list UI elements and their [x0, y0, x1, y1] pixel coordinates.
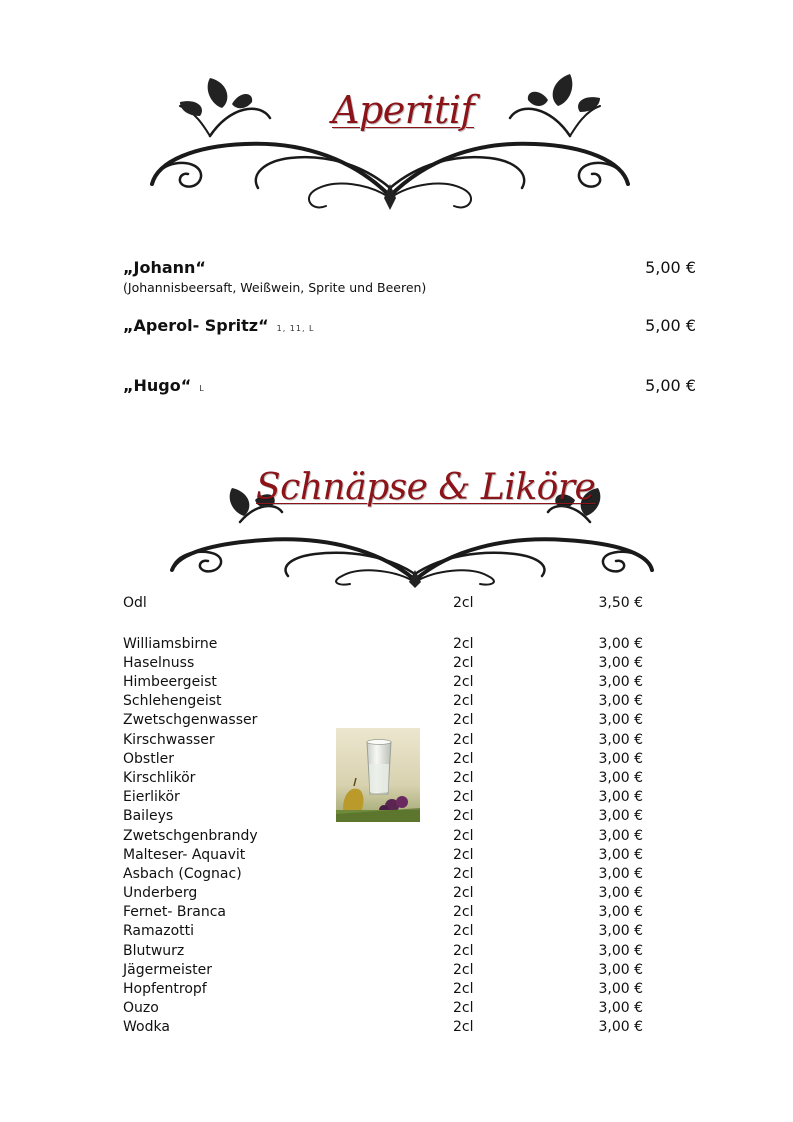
table-row: [123, 1018, 643, 1037]
drink-price: 3,00 €: [598, 655, 643, 671]
drink-name: Wodka: [123, 1019, 170, 1035]
drink-price: 3,00 €: [598, 732, 643, 748]
drink-name: Hopfentropf: [123, 981, 207, 997]
drink-name: Malteser- Aquavit: [123, 847, 246, 863]
drink-price: 3,00 €: [598, 1019, 643, 1035]
schnaps-title: Schnäpse & Liköre: [256, 467, 596, 508]
table-row: [123, 594, 643, 613]
drink-volume: 2cl: [453, 808, 474, 824]
drink-name: Kirschwasser: [123, 732, 215, 748]
table-row: [123, 980, 643, 999]
drink-price: 5,00 €: [645, 316, 696, 335]
drink-name: Odl: [123, 595, 147, 611]
table-row: [123, 884, 643, 903]
drink-price: 3,00 €: [598, 923, 643, 939]
drink-price: 3,00 €: [598, 751, 643, 767]
drink-item: [123, 258, 696, 295]
drink-price: 3,00 €: [598, 636, 643, 652]
drink-name: „Aperol- Spritz“: [123, 316, 269, 335]
table-row: [123, 903, 643, 922]
drink-price: 3,00 €: [598, 808, 643, 824]
drink-volume: 2cl: [453, 732, 474, 748]
drink-volume: 2cl: [453, 943, 474, 959]
allergen-codes: L: [199, 384, 205, 393]
drink-price: 3,00 €: [598, 1000, 643, 1016]
drink-price: 3,00 €: [598, 770, 643, 786]
drink-volume: 2cl: [453, 847, 474, 863]
drink-price: 3,00 €: [598, 789, 643, 805]
drink-volume: 2cl: [453, 904, 474, 920]
drink-volume: 2cl: [453, 885, 474, 901]
drink-price: 3,50 €: [598, 595, 643, 611]
drink-volume: 2cl: [453, 962, 474, 978]
table-row: [123, 635, 643, 654]
drink-price: 3,00 €: [598, 904, 643, 920]
drink-volume: 2cl: [453, 674, 474, 690]
drink-price: 3,00 €: [598, 885, 643, 901]
allergen-codes: 1, 11, L: [276, 324, 315, 333]
drink-name: Ramazotti: [123, 923, 194, 939]
drink-name: Asbach (Cognac): [123, 866, 242, 882]
drink-name: Zwetschgenwasser: [123, 712, 258, 728]
drink-item: [123, 376, 696, 395]
drink-price: 3,00 €: [598, 943, 643, 959]
drink-name: Kirschlikör: [123, 770, 196, 786]
drink-volume: 2cl: [453, 828, 474, 844]
drink-price: 3,00 €: [598, 712, 643, 728]
drink-volume: 2cl: [453, 712, 474, 728]
table-row: [123, 999, 643, 1018]
aperitif-title: Aperitif: [332, 88, 475, 132]
drink-volume: 2cl: [453, 789, 474, 805]
drink-name: Zwetschgenbrandy: [123, 828, 258, 844]
drink-name: Williamsbirne: [123, 636, 218, 652]
drink-name: „Johann“: [123, 258, 206, 277]
drink-volume: 2cl: [453, 981, 474, 997]
table-row: [123, 922, 643, 941]
drink-volume: 2cl: [453, 1000, 474, 1016]
drink-name: Obstler: [123, 751, 174, 767]
drink-name: Himbeergeist: [123, 674, 217, 690]
drink-item: [123, 316, 696, 335]
drink-price: 3,00 €: [598, 962, 643, 978]
drink-price: 3,00 €: [598, 847, 643, 863]
drink-name: Underberg: [123, 885, 198, 901]
drink-volume: 2cl: [453, 770, 474, 786]
drink-volume: 2cl: [453, 866, 474, 882]
drink-volume: 2cl: [453, 751, 474, 767]
drink-volume: 2cl: [453, 636, 474, 652]
drink-name: Fernet- Branca: [123, 904, 226, 920]
drink-name: Ouzo: [123, 1000, 159, 1016]
drink-name: Baileys: [123, 808, 174, 824]
drink-price: 3,00 €: [598, 828, 643, 844]
drink-description: (Johannisbeersaft, Weißwein, Sprite und Beeren): [123, 280, 427, 295]
table-row: [123, 827, 643, 846]
table-row: [123, 846, 643, 865]
drink-name: Schlehengeist: [123, 693, 222, 709]
drink-volume: 2cl: [453, 693, 474, 709]
drink-price: 3,00 €: [598, 693, 643, 709]
drink-price: 3,00 €: [598, 674, 643, 690]
drink-volume: 2cl: [453, 923, 474, 939]
table-row: [123, 961, 643, 980]
drink-name: Blutwurz: [123, 943, 185, 959]
table-row: [123, 654, 643, 673]
drink-volume: 2cl: [453, 595, 474, 611]
table-row: [123, 865, 643, 884]
drink-volume: 2cl: [453, 655, 474, 671]
drink-price: 5,00 €: [645, 258, 696, 277]
table-row: [123, 692, 643, 711]
schnapps-glass-photo: [336, 728, 420, 822]
table-row: [123, 942, 643, 961]
drink-volume: 2cl: [453, 1019, 474, 1035]
drink-price: 3,00 €: [598, 866, 643, 882]
table-row: [123, 673, 643, 692]
drink-name: Jägermeister: [123, 962, 213, 978]
drink-name: Haselnuss: [123, 655, 195, 671]
drink-name: „Hugo“: [123, 376, 192, 395]
drink-price: 5,00 €: [645, 376, 696, 395]
drink-name: Eierlikör: [123, 789, 180, 805]
drink-price: 3,00 €: [598, 981, 643, 997]
